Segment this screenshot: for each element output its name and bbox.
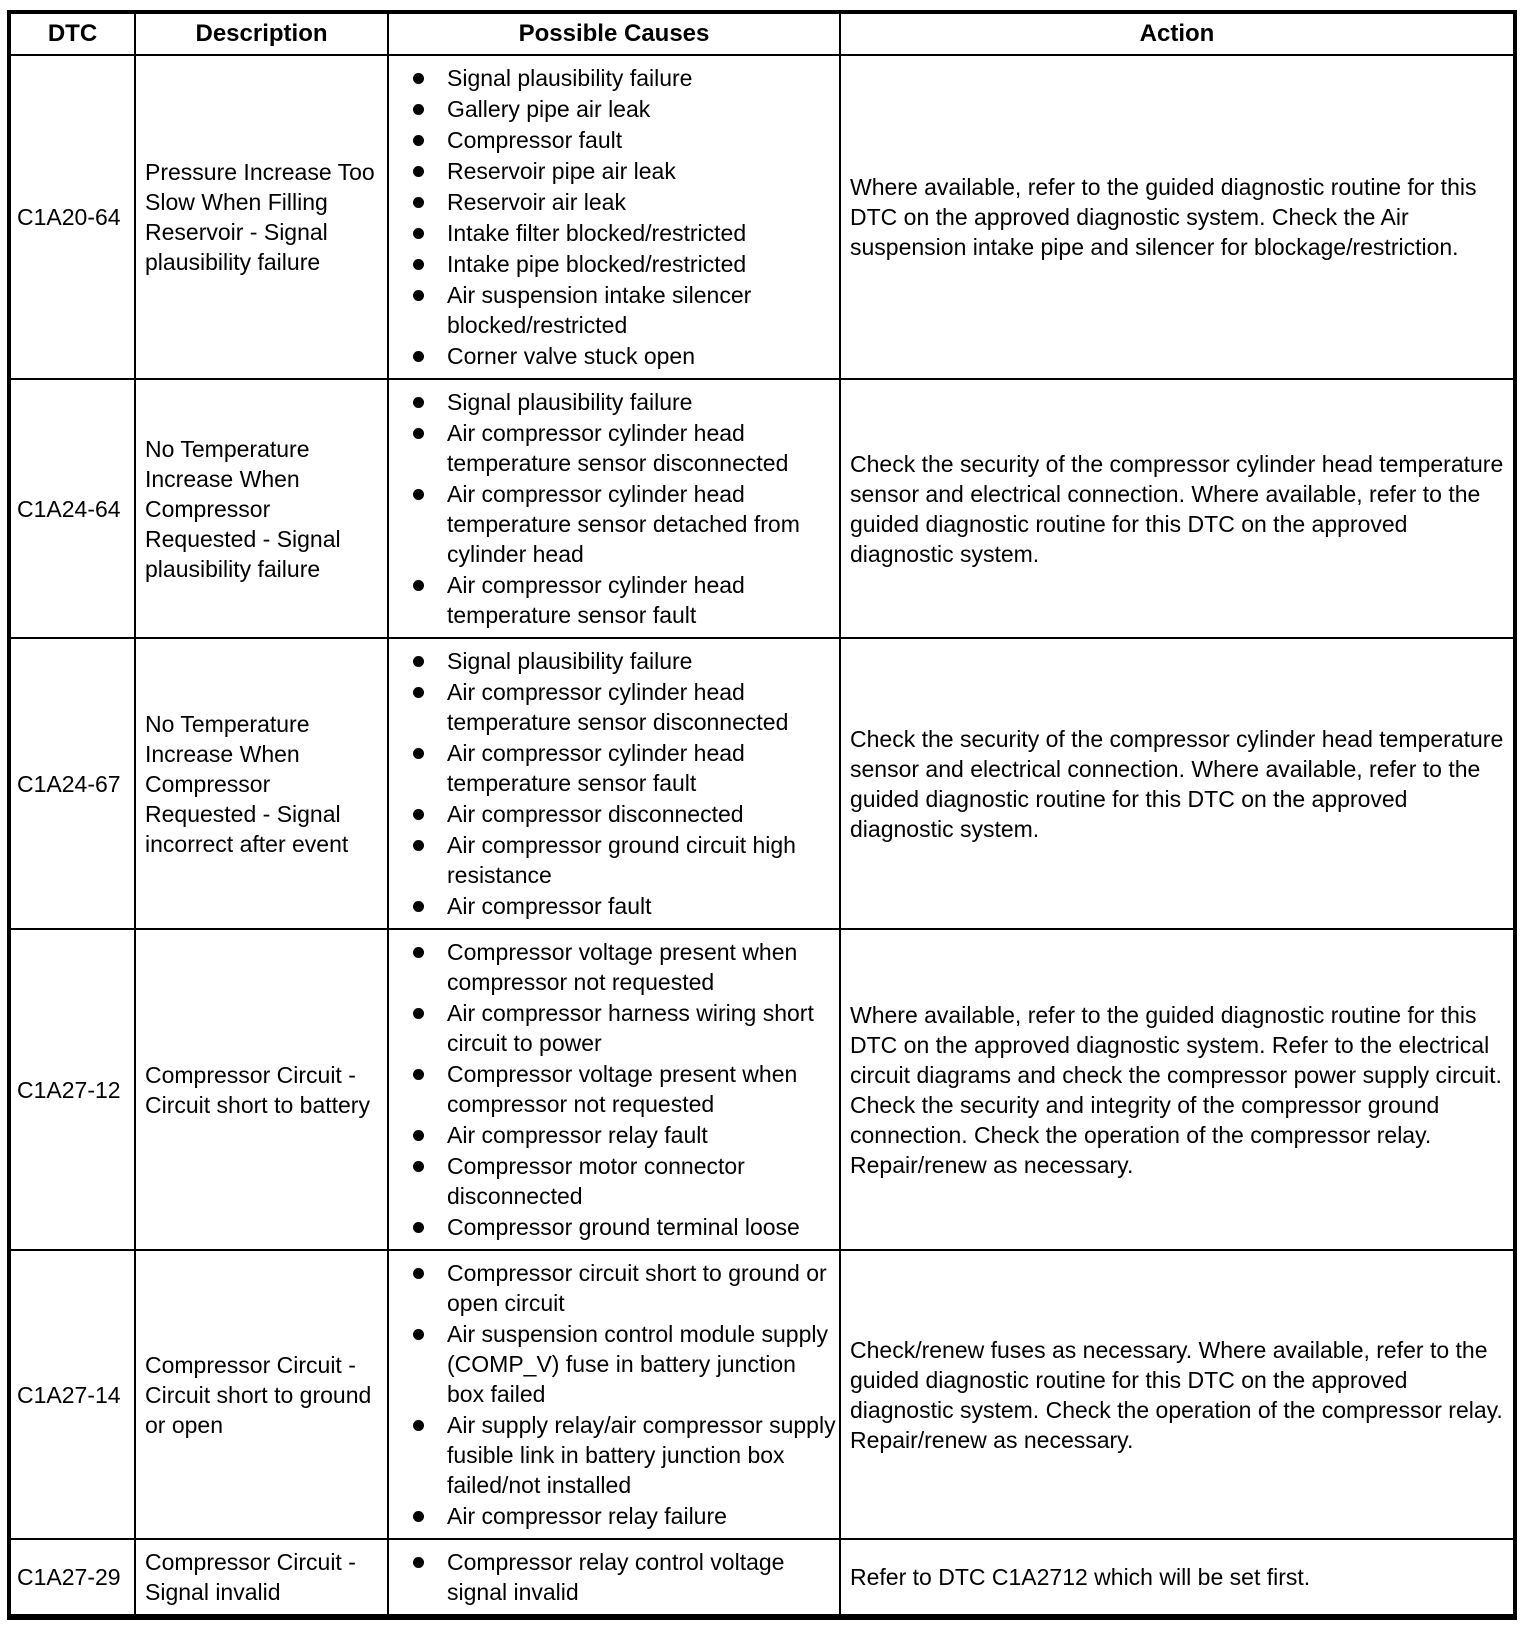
bullet-icon [413, 947, 424, 958]
bullet-icon [413, 259, 424, 270]
bullet-icon [413, 197, 424, 208]
cause-text: Signal plausibility failure [447, 389, 693, 415]
cause-text: Signal plausibility failure [447, 648, 693, 674]
bullet-icon [413, 687, 424, 698]
bullet-icon [413, 1161, 424, 1172]
cause-item [411, 280, 837, 340]
dtc-description: No Temperature Increase When Compressor Requested - Signal incorrect after event [135, 638, 388, 929]
cause-text: Air compressor harness wiring short circuit to power [447, 1000, 814, 1056]
cause-text: Air compressor relay failure [447, 1503, 727, 1529]
cause-text: Air compressor relay fault [447, 1122, 708, 1148]
causes-list [389, 1258, 837, 1531]
table-row [9, 55, 1515, 379]
possible-causes-cell [388, 1539, 840, 1617]
bullet-icon [413, 397, 424, 408]
cause-item [411, 387, 837, 417]
header-description: Description [135, 12, 388, 55]
cause-item [411, 156, 837, 186]
bullet-icon [413, 1329, 424, 1340]
bullet-icon [413, 1069, 424, 1080]
cause-text: Compressor circuit short to ground or open circuit [447, 1260, 827, 1316]
table-row [9, 929, 1515, 1250]
cause-item [411, 937, 837, 997]
bullet-icon [413, 1222, 424, 1233]
dtc-description: Compressor Circuit - Circuit short to ground or open [135, 1250, 388, 1539]
dtc-code: C1A24-67 [9, 638, 135, 929]
cause-text: Air compressor disconnected [447, 801, 744, 827]
cause-text: Compressor motor connector disconnected [447, 1153, 745, 1209]
dtc-description: No Temperature Increase When Compressor Requested - Signal plausibility failure [135, 379, 388, 638]
action-text: Check the security of the compressor cylinder head temperature sensor and electrical connection. Where available, refer to the guided diagnostic routine for this DTC on the approved diagnostic system. [840, 638, 1515, 929]
bullet-icon [413, 428, 424, 439]
cause-item [411, 1258, 837, 1318]
cause-item [411, 1410, 837, 1500]
action-text: Where available, refer to the guided diagnostic routine for this DTC on the approved diagnostic system. Refer to the electrical circuit diagrams and check the compressor power supply circuit. Check the security and integrity of the compressor ground connection. Check the operation of the compressor relay. Repair/renew as necessary. [840, 929, 1515, 1250]
bullet-icon [413, 489, 424, 500]
causes-list [389, 1547, 837, 1607]
bullet-icon [413, 748, 424, 759]
dtc-code: C1A27-12 [9, 929, 135, 1250]
header-action: Action [840, 12, 1515, 55]
dtc-code: C1A27-14 [9, 1250, 135, 1539]
cause-item [411, 1151, 837, 1211]
cause-text: Air compressor cylinder head temperature sensor detached from cylinder head [447, 481, 800, 567]
action-text: Check the security of the compressor cylinder head temperature sensor and electrical connection. Where available, refer to the guided diagnostic routine for this DTC on the approved diagnostic system. [840, 379, 1515, 638]
bullet-icon [413, 809, 424, 820]
bullet-icon [413, 166, 424, 177]
dtc-table [7, 10, 1517, 1620]
cause-item [411, 1059, 837, 1119]
cause-text: Air compressor cylinder head temperature sensor disconnected [447, 679, 789, 735]
bullet-icon [413, 840, 424, 851]
table-row [9, 1539, 1515, 1617]
bullet-icon [413, 73, 424, 84]
cause-item [411, 799, 837, 829]
bullet-icon [413, 656, 424, 667]
cause-item [411, 418, 837, 478]
cause-item [411, 94, 837, 124]
dtc-description: Pressure Increase Too Slow When Filling Reservoir - Signal plausibility failure [135, 55, 388, 379]
bullet-icon [413, 901, 424, 912]
possible-causes-cell [388, 379, 840, 638]
cause-item [411, 1547, 837, 1607]
cause-item [411, 249, 837, 279]
cause-item [411, 646, 837, 676]
cause-text: Air compressor fault [447, 893, 652, 919]
causes-list [389, 63, 837, 371]
cause-item [411, 1319, 837, 1409]
cause-text: Intake filter blocked/restricted [447, 220, 747, 246]
cause-text: Intake pipe blocked/restricted [447, 251, 747, 277]
bullet-icon [413, 1130, 424, 1141]
cause-item [411, 570, 837, 630]
bullet-icon [413, 135, 424, 146]
bullet-icon [413, 228, 424, 239]
dtc-code: C1A27-29 [9, 1539, 135, 1617]
action-text: Refer to DTC C1A2712 which will be set first. [840, 1539, 1515, 1617]
cause-item [411, 63, 837, 93]
bullet-icon [413, 1008, 424, 1019]
bullet-icon [413, 290, 424, 301]
cause-text: Air suspension control module supply (COMP_V) fuse in battery junction box failed [447, 1321, 828, 1407]
table-row [9, 379, 1515, 638]
cause-text: Corner valve stuck open [447, 343, 696, 369]
cause-item [411, 341, 837, 371]
dtc-description: Compressor Circuit - Signal invalid [135, 1539, 388, 1617]
causes-list [389, 646, 837, 921]
bullet-icon [413, 1511, 424, 1522]
dtc-code: C1A20-64 [9, 55, 135, 379]
cause-text: Air compressor cylinder head temperature sensor disconnected [447, 420, 789, 476]
cause-item [411, 125, 837, 155]
action-text: Check/renew fuses as necessary. Where available, refer to the guided diagnostic routine for this DTC on the approved diagnostic system. Check the operation of the compressor relay. Repair/renew as necessary. [840, 1250, 1515, 1539]
table-row [9, 1250, 1515, 1539]
cause-text: Air compressor ground circuit high resistance [447, 832, 796, 888]
cause-item [411, 891, 837, 921]
cause-text: Gallery pipe air leak [447, 96, 651, 122]
header-possible-causes: Possible Causes [388, 12, 840, 55]
cause-item [411, 677, 837, 737]
cause-item [411, 1212, 837, 1242]
bullet-icon [413, 1268, 424, 1279]
action-text: Where available, refer to the guided diagnostic routine for this DTC on the approved diagnostic system. Check the Air suspension intake pipe and silencer for blockage/restriction. [840, 55, 1515, 379]
possible-causes-cell [388, 929, 840, 1250]
causes-list [389, 937, 837, 1242]
cause-text: Signal plausibility failure [447, 65, 693, 91]
bullet-icon [413, 580, 424, 591]
header-row [9, 12, 1515, 55]
cause-item [411, 1120, 837, 1150]
cause-item [411, 1501, 837, 1531]
cause-text: Compressor fault [447, 127, 623, 153]
cause-text: Reservoir air leak [447, 189, 626, 215]
cause-text: Compressor ground terminal loose [447, 1214, 800, 1240]
cause-text: Air suspension intake silencer blocked/restricted [447, 282, 752, 338]
dtc-code: C1A24-64 [9, 379, 135, 638]
bullet-icon [413, 104, 424, 115]
possible-causes-cell [388, 638, 840, 929]
table-row [9, 638, 1515, 929]
cause-text: Air compressor cylinder head temperature sensor fault [447, 572, 745, 628]
cause-text: Compressor voltage present when compressor not requested [447, 1061, 798, 1117]
cause-text: Reservoir pipe air leak [447, 158, 676, 184]
dtc-description: Compressor Circuit - Circuit short to battery [135, 929, 388, 1250]
bullet-icon [413, 1557, 424, 1568]
possible-causes-cell [388, 1250, 840, 1539]
cause-item [411, 479, 837, 569]
bullet-icon [413, 351, 424, 362]
causes-list [389, 387, 837, 630]
cause-text: Compressor voltage present when compressor not requested [447, 939, 798, 995]
cause-item [411, 998, 837, 1058]
cause-text: Air supply relay/air compressor supply fusible link in battery junction box failed/not installed [447, 1412, 836, 1498]
cause-text: Compressor relay control voltage signal invalid [447, 1549, 785, 1605]
cause-text: Air compressor cylinder head temperature sensor fault [447, 740, 745, 796]
cause-item [411, 187, 837, 217]
possible-causes-cell [388, 55, 840, 379]
cause-item [411, 830, 837, 890]
header-dtc: DTC [9, 12, 135, 55]
bullet-icon [413, 1420, 424, 1431]
cause-item [411, 738, 837, 798]
cause-item [411, 218, 837, 248]
